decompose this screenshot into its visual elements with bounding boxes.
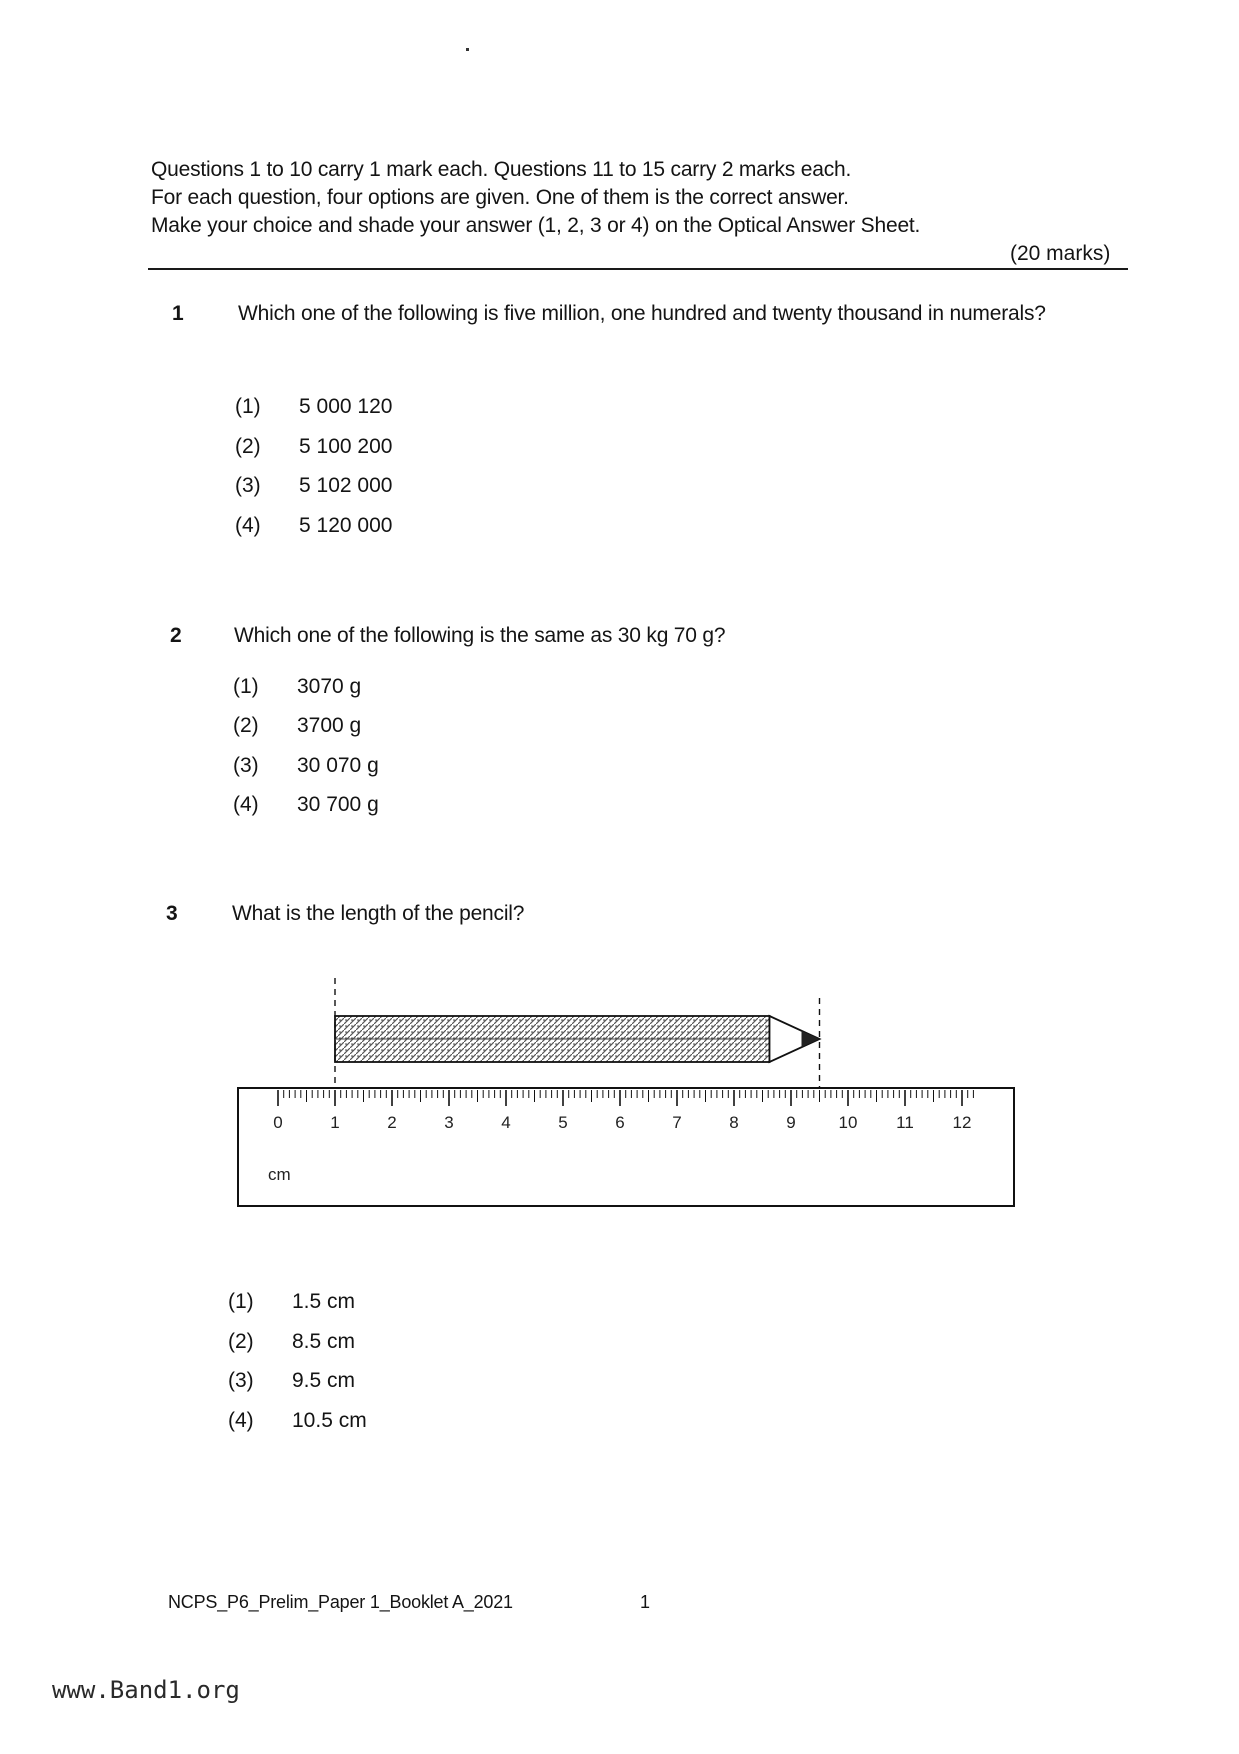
option-text: 5 120 000 — [299, 514, 393, 537]
scan-speck — [466, 48, 469, 51]
ruler-label: 3 — [444, 1113, 454, 1132]
question-3-option-4[interactable] — [228, 1409, 367, 1433]
option-text: 3700 g — [297, 714, 362, 737]
watermark-url: www.Band1.org — [52, 1676, 240, 1704]
question-2-text: Which one of the following is the same as 30 kg 70 g? — [234, 624, 726, 647]
ruler-label: 12 — [952, 1113, 972, 1132]
option-label: (3) — [228, 1369, 254, 1392]
ruler-label: 1 — [330, 1113, 340, 1132]
option-label: (1) — [235, 395, 261, 418]
option-label: (4) — [228, 1409, 254, 1432]
question-1-text: Which one of the following is five million, one hundred and twenty thousand in numerals? — [238, 302, 1046, 325]
question-3-option-1[interactable] — [228, 1290, 355, 1314]
option-label: (2) — [228, 1330, 254, 1353]
total-marks: (20 marks) — [1010, 242, 1111, 265]
ruler-unit-label: cm — [268, 1165, 291, 1184]
question-2-option-1[interactable] — [233, 675, 361, 699]
question-3-text: What is the length of the pencil? — [232, 902, 525, 925]
ruler-label: 11 — [896, 1113, 914, 1132]
question-1-number: 1 — [172, 302, 184, 325]
option-label: (3) — [235, 474, 261, 497]
question-1-option-4[interactable] — [235, 514, 392, 538]
ruler-label: 6 — [615, 1113, 625, 1132]
question-2-number: 2 — [170, 624, 182, 647]
question-2-option-3[interactable] — [233, 754, 379, 778]
ruler-label: 2 — [387, 1113, 397, 1132]
ruler-label: 7 — [672, 1113, 682, 1132]
divider-rule — [148, 268, 1128, 270]
question-3-option-2[interactable] — [228, 1330, 355, 1354]
option-label: (1) — [228, 1290, 254, 1313]
option-label: (2) — [233, 714, 259, 737]
ruler-label: 8 — [729, 1113, 739, 1132]
instruction-line-3: Make your choice and shade your answer (1, 2, 3 or 4) on the Optical Answer Sheet. — [151, 214, 921, 237]
ruler-label: 10 — [838, 1113, 858, 1132]
option-text: 1.5 cm — [292, 1290, 356, 1313]
instruction-line-2: For each question, four options are given. One of them is the correct answer. — [151, 186, 849, 209]
question-1-option-1[interactable] — [235, 395, 392, 419]
option-text: 30 700 g — [297, 793, 379, 816]
pencil-ruler-figure — [230, 970, 1030, 1215]
option-label: (2) — [235, 435, 261, 458]
instructions — [151, 156, 1131, 240]
option-text: 10.5 cm — [292, 1409, 367, 1432]
option-text: 9.5 cm — [292, 1369, 356, 1392]
option-label: (1) — [233, 675, 259, 698]
option-text: 3070 g — [297, 675, 362, 698]
question-1-option-2[interactable] — [235, 435, 392, 459]
ruler-label: 5 — [558, 1113, 568, 1132]
page-number: 1 — [640, 1592, 651, 1612]
question-3-option-3[interactable] — [228, 1369, 355, 1393]
question-2-option-2[interactable] — [233, 714, 361, 738]
footer-code: NCPS_P6_Prelim_Paper 1_Booklet A_2021 — [168, 1592, 513, 1612]
option-label: (4) — [235, 514, 261, 537]
option-label: (4) — [233, 793, 259, 816]
instruction-line-1: Questions 1 to 10 carry 1 mark each. Questions 11 to 15 carry 2 marks each. — [151, 158, 852, 181]
ruler-body — [238, 1088, 1014, 1206]
question-2-option-4[interactable] — [233, 793, 379, 817]
pencil-lead — [802, 1031, 820, 1047]
question-1-option-3[interactable] — [235, 474, 392, 498]
pencil — [335, 978, 820, 1088]
ruler-label: 0 — [273, 1113, 283, 1132]
option-text: 5 100 200 — [299, 435, 393, 458]
option-text: 5 102 000 — [299, 474, 393, 497]
ruler-label: 4 — [501, 1113, 511, 1132]
option-text: 8.5 cm — [292, 1330, 356, 1353]
question-3-number: 3 — [166, 902, 178, 925]
option-label: (3) — [233, 754, 259, 777]
option-text: 30 070 g — [297, 754, 379, 777]
ruler-label: 9 — [786, 1113, 796, 1132]
option-text: 5 000 120 — [299, 395, 393, 418]
